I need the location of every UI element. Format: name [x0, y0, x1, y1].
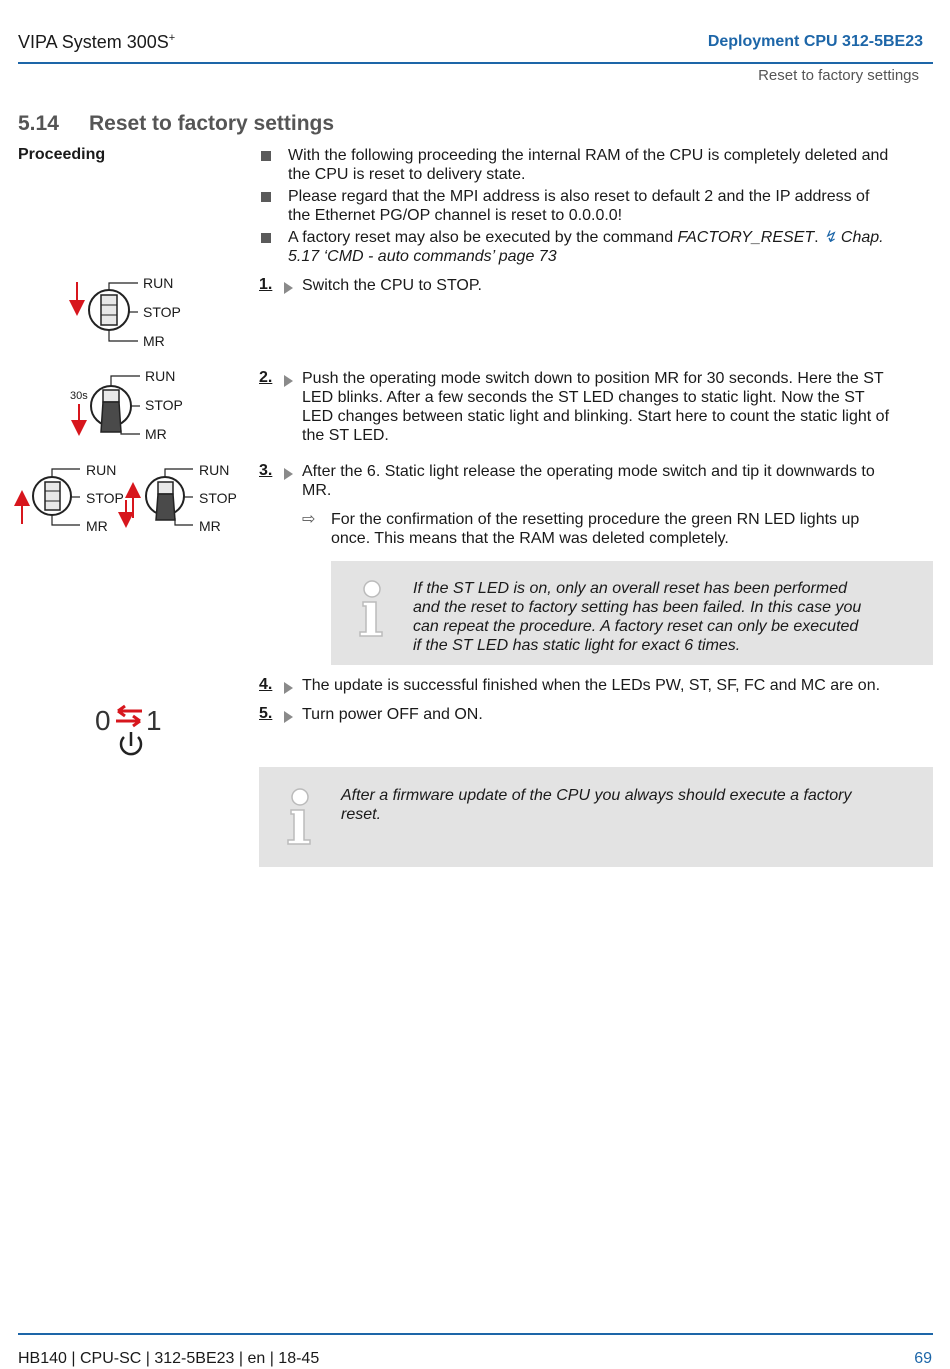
switch-label-stop: STOP — [145, 397, 183, 413]
chapter-link-line[interactable]: 5.17 ‘CMD - auto commands’ page 73 — [288, 248, 557, 265]
step-number: 3. — [259, 462, 273, 479]
title-superscript: + — [168, 32, 176, 44]
bullet-line: the CPU is reset to delivery state. — [288, 166, 526, 183]
switch-label-run: RUN — [86, 462, 117, 478]
note-text: If the ST LED is on, only an overall reset has been performed and the reset to factory setting has been failed. In this case you can repeat the procedure. A factory reset can only be executed if the ST LED has static light for exact 6 times. — [413, 580, 862, 654]
bullet-item — [288, 187, 938, 225]
bullet-marker — [261, 151, 271, 161]
timer-label: 30s — [70, 390, 88, 402]
footer-rule — [18, 1333, 933, 1335]
chapter-link[interactable]: Chap. — [836, 229, 884, 246]
step-arrow-icon — [284, 682, 293, 694]
switch-label-run: RUN — [145, 368, 176, 384]
step-text: Push the operating mode switch down to position MR for 30 seconds. Here the ST LED blinks. After a few seconds the ST LED changes to static light. Now the ST LED changes between static light and blinking. Start here to count the static light of the ST LED. — [302, 370, 890, 444]
step-arrow-icon — [284, 468, 293, 480]
switch-label-run: RUN — [199, 462, 230, 478]
page-number: 69 — [914, 1350, 932, 1367]
switch-label-mr: MR — [145, 426, 167, 442]
section-subtitle: Reset to factory settings — [758, 67, 919, 84]
link-icon[interactable]: ↯ — [823, 229, 837, 246]
section-number: 5.14 — [18, 112, 59, 135]
switch-label-mr: MR — [199, 518, 221, 534]
command-name: FACTORY_RESET — [677, 229, 815, 246]
step-arrow-icon — [284, 282, 293, 294]
bullet-marker — [261, 192, 271, 202]
info-icon — [352, 578, 392, 638]
bullet-line: A factory reset may also be executed by the command FACTORY_RESET. ↯ Chap. — [288, 229, 884, 246]
document-title: VIPA System 300S+ — [18, 32, 176, 52]
header-rule — [18, 62, 933, 64]
bullet-line: Please regard that the MPI address is also reset to default 2 and the IP address of — [288, 188, 870, 205]
section-title: Reset to factory settings — [89, 112, 335, 135]
power-on-label: 1 — [146, 705, 162, 736]
result-text: For the confirmation of the resetting procedure the green RN LED lights up once. This means that the RAM was deleted completely. — [331, 511, 860, 547]
info-icon — [280, 786, 320, 846]
switch-label-stop: STOP — [143, 304, 181, 320]
power-cycle-icon — [114, 704, 148, 762]
note-text: After a firmware update of the CPU you always should execute a factory reset. — [341, 787, 852, 823]
bullet-item — [288, 228, 938, 266]
bullet-item — [288, 146, 938, 184]
power-off-label: 0 — [95, 705, 111, 736]
switch-label-stop: STOP — [199, 490, 237, 506]
step-text: After the 6. Static light release the operating mode switch and tip it downwards to MR. — [302, 463, 875, 499]
step-number: 5. — [259, 705, 273, 722]
step-arrow-icon — [284, 711, 293, 723]
bullet-marker — [261, 233, 271, 243]
step-arrow-icon — [284, 375, 293, 387]
switch-label-stop: STOP — [86, 490, 124, 506]
footer-doc-id: HB140 | CPU-SC | 312-5BE23 | en | 18-45 — [18, 1350, 320, 1367]
step-text: The update is successful finished when the LEDs PW, ST, SF, FC and MC are on. — [302, 677, 881, 694]
step-text: Turn power OFF and ON. — [302, 706, 483, 723]
bullet-line: the Ethernet PG/OP channel is reset to 0.0.0.0! — [288, 207, 623, 224]
switch-label-mr: MR — [86, 518, 108, 534]
step-number: 2. — [259, 369, 273, 386]
step-number: 1. — [259, 276, 273, 293]
switch-label-mr: MR — [143, 333, 165, 349]
switch-label-run: RUN — [143, 275, 174, 291]
step-number: 4. — [259, 676, 273, 693]
bullet-line: With the following proceeding the internal RAM of the CPU is completely deleted and — [288, 147, 889, 164]
step-text: Switch the CPU to STOP. — [302, 277, 482, 294]
result-arrow-icon: ⇨ — [302, 511, 316, 528]
chapter-title: Deployment CPU 312-5BE23 — [707, 33, 923, 50]
side-label: Proceeding — [18, 146, 106, 163]
